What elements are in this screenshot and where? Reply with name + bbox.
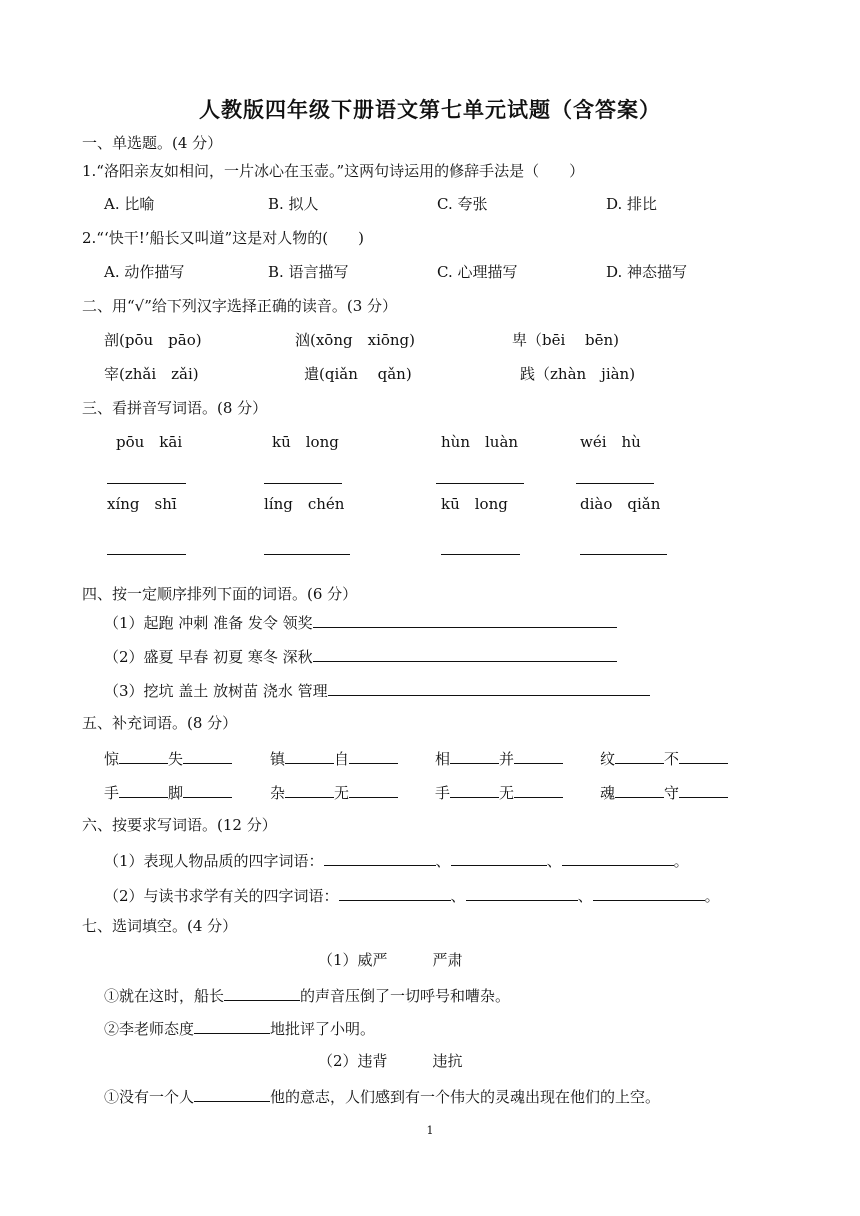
order-item-3 (104, 679, 650, 701)
pinyin-item: líng chén (264, 495, 345, 513)
answer-blank[interactable] (451, 849, 547, 866)
idiom-blank[interactable] (349, 747, 398, 764)
idiom-blank[interactable] (615, 747, 664, 764)
idiom-char: 自 (334, 750, 350, 768)
idiom-fill (270, 747, 398, 769)
idiom-blank[interactable] (119, 781, 168, 798)
idiom-char: 纹 (600, 750, 616, 768)
pronunciation-item: 践（zhàn jiàn) (520, 365, 636, 383)
sentence-text: 的声音压倒了一切呼号和嘈杂。 (300, 987, 511, 1005)
word-task-label: （1）表现人物品质的四字词语： (104, 852, 324, 870)
sentence-text: 他的意志，人们感到有一个伟大的灵魂出现在他们的上空。 (270, 1088, 661, 1106)
page-number: 1 (426, 1124, 434, 1137)
order-words: （2）盛夏 早春 初夏 寒冬 深秋 (104, 648, 313, 666)
idiom-blank[interactable] (183, 747, 232, 764)
idiom-fill (104, 747, 232, 769)
answer-blank[interactable] (313, 611, 617, 628)
end-mark: 。 (704, 887, 720, 905)
word-choice-group-1: （1）威严 严肃 (318, 951, 463, 969)
answer-blank[interactable] (339, 884, 451, 901)
idiom-char: 守 (664, 784, 680, 802)
order-words: （3）挖坑 盖土 放树苗 浇水 管理 (104, 682, 328, 700)
idiom-blank[interactable] (615, 781, 664, 798)
end-mark: 。 (673, 852, 689, 870)
answer-line[interactable] (441, 554, 520, 555)
idiom-blank[interactable] (679, 747, 728, 764)
word-task-2 (104, 884, 720, 906)
answer-blank[interactable] (328, 679, 650, 696)
question-1: 1.“洛阳亲友如相问，一片冰心在玉壶。”这两句诗运用的修辞手法是（ ） (82, 162, 585, 180)
fill-sentence (104, 984, 510, 1006)
idiom-char: 无 (499, 784, 515, 802)
pinyin-item: pōu kāi (116, 433, 183, 451)
answer-line[interactable] (264, 483, 342, 484)
sentence-text: ①就在这时，船长 (104, 987, 225, 1005)
section-6-heading: 六、按要求写词语。(12 分） (82, 816, 277, 834)
section-1-heading: 一、单选题。(4 分） (82, 134, 223, 152)
section-4-heading: 四、按一定顺序排列下面的词语。(6 分） (82, 585, 358, 603)
q1-option-d: D. 排比 (606, 195, 658, 213)
idiom-char: 不 (664, 750, 680, 768)
q2-option-a: A. 动作描写 (104, 263, 185, 281)
idiom-blank[interactable] (349, 781, 398, 798)
idiom-blank[interactable] (183, 781, 232, 798)
idiom-char: 杂 (270, 784, 286, 802)
answer-blank[interactable] (466, 884, 578, 901)
answer-line[interactable] (107, 483, 186, 484)
sentence-text: ①没有一个人 (104, 1088, 195, 1106)
word-choice-group-2: （2）违背 违抗 (318, 1052, 463, 1070)
sentence-text: ②李老师态度 (104, 1020, 195, 1038)
idiom-fill (600, 781, 728, 803)
separator: 、 (577, 887, 593, 905)
q1-option-b: B. 拟人 (268, 195, 319, 213)
idiom-blank[interactable] (285, 781, 334, 798)
order-item-1 (104, 611, 617, 633)
idiom-blank[interactable] (119, 747, 168, 764)
q1-option-c: C. 夸张 (437, 195, 488, 213)
answer-line[interactable] (580, 554, 667, 555)
idiom-blank[interactable] (679, 781, 728, 798)
pronunciation-item: 遣(qiǎn qǎn) (304, 365, 412, 383)
answer-blank[interactable] (194, 1085, 270, 1102)
idiom-fill (435, 747, 563, 769)
idiom-blank[interactable] (514, 781, 563, 798)
q2-option-d: D. 神态描写 (606, 263, 688, 281)
pinyin-item: kū long (441, 495, 508, 513)
section-7-heading: 七、选词填空。(4 分） (82, 917, 238, 935)
pinyin-item: wéi hù (580, 433, 641, 451)
answer-line[interactable] (264, 554, 350, 555)
answer-line[interactable] (576, 483, 654, 484)
pronunciation-item: 宰(zhǎi zǎi) (104, 365, 199, 383)
order-item-2 (104, 645, 617, 667)
answer-blank[interactable] (194, 1017, 270, 1034)
answer-blank[interactable] (324, 849, 436, 866)
separator: 、 (450, 887, 466, 905)
pronunciation-item: 卑（bēi bēn) (512, 331, 620, 349)
q2-option-b: B. 语言描写 (268, 263, 349, 281)
answer-blank[interactable] (562, 849, 674, 866)
pinyin-item: hùn luàn (441, 433, 519, 451)
question-2: 2.“‘快干!’船长又叫道”这是对人物的( ) (82, 229, 364, 247)
pronunciation-item: 汹(xōng xiōng) (295, 331, 416, 349)
idiom-fill (600, 747, 728, 769)
idiom-fill (435, 781, 563, 803)
order-words: （1）起跑 冲刺 准备 发令 领奖 (104, 614, 313, 632)
idiom-blank[interactable] (285, 747, 334, 764)
q2-option-c: C. 心理描写 (437, 263, 518, 281)
separator: 、 (546, 852, 562, 870)
idiom-fill (104, 781, 232, 803)
idiom-char: 相 (435, 750, 451, 768)
idiom-char: 镇 (270, 750, 286, 768)
section-3-heading: 三、看拼音写词语。(8 分） (82, 399, 268, 417)
section-5-heading: 五、补充词语。(8 分） (82, 714, 238, 732)
pronunciation-item: 剖(pōu pāo) (104, 331, 202, 349)
answer-blank[interactable] (593, 884, 705, 901)
idiom-char: 失 (168, 750, 184, 768)
idiom-char: 惊 (104, 750, 120, 768)
word-task-1 (104, 849, 689, 871)
idiom-char: 无 (334, 784, 350, 802)
idiom-blank[interactable] (514, 747, 563, 764)
answer-blank[interactable] (313, 645, 617, 662)
fill-sentence (104, 1085, 660, 1107)
answer-blank[interactable] (224, 984, 300, 1001)
pinyin-item: diào qiǎn (580, 495, 661, 513)
answer-line[interactable] (436, 483, 524, 484)
pinyin-item: xíng shī (107, 495, 177, 513)
word-task-label: （2）与读书求学有关的四字词语： (104, 887, 339, 905)
idiom-blank[interactable] (450, 747, 499, 764)
page-title: 人教版四年级下册语文第七单元试题（含答案） (199, 97, 661, 122)
idiom-blank[interactable] (450, 781, 499, 798)
idiom-fill (270, 781, 398, 803)
separator: 、 (435, 852, 451, 870)
answer-line[interactable] (107, 554, 186, 555)
pinyin-item: kū long (272, 433, 339, 451)
fill-sentence (104, 1017, 375, 1039)
idiom-char: 魂 (600, 784, 616, 802)
idiom-char: 脚 (168, 784, 184, 802)
idiom-char: 手 (435, 784, 451, 802)
idiom-char: 并 (499, 750, 515, 768)
sentence-text: 地批评了小明。 (270, 1020, 376, 1038)
idiom-char: 手 (104, 784, 120, 802)
q1-option-a: A. 比喻 (104, 195, 155, 213)
section-2-heading: 二、用“√”给下列汉字选择正确的读音。(3 分） (82, 297, 398, 315)
